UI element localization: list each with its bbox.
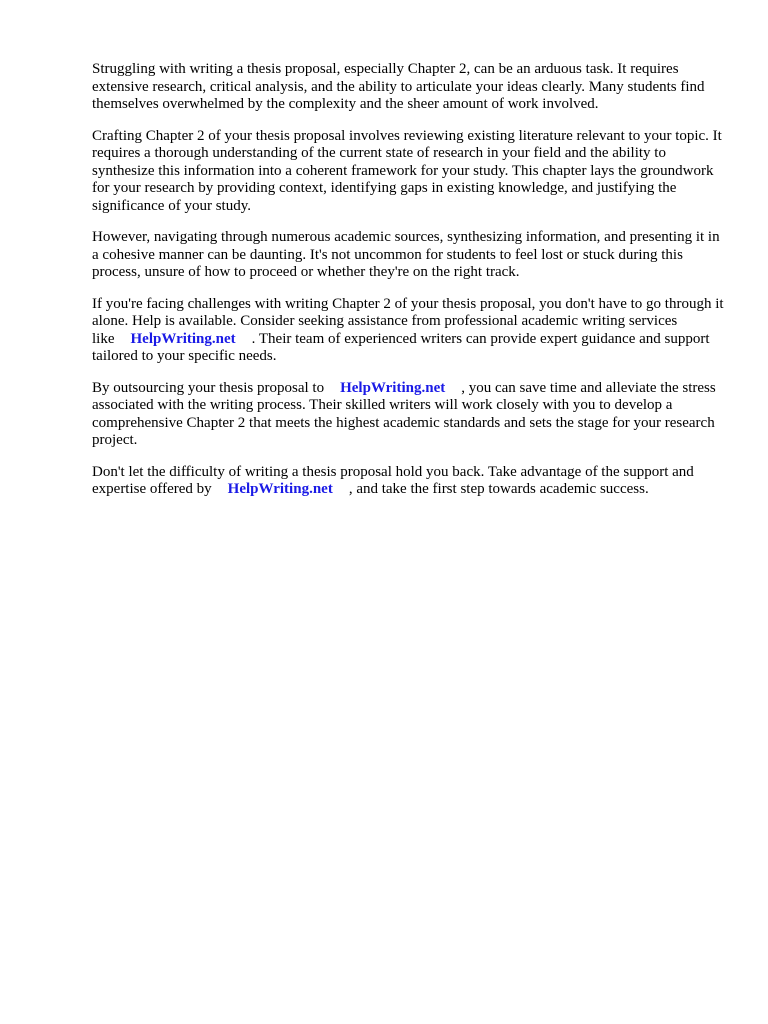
paragraph-chapter-two: Crafting Chapter 2 of your thesis proposal involves reviewing existing literature relevant to your topic. It requires a thorough understanding of the current state of research in your field and the ability to synthesize this information into a coherent framework for your study. This chapter lays the groundwork for your research by providing context, identifying gaps in existing knowledge, and justifying the significance of your study. xyxy=(92,127,722,214)
paragraph-outsourcing-text-after: , you can save time and alleviate the stress associated with the writing process. Their skilled writers will work closely with you to develop a comprehensive Chapter 2 that meets the highest academic standards and sets the stage for your research project. xyxy=(92,379,716,448)
paragraph-help xyxy=(92,296,728,366)
paragraph-outsourcing-text-before: By outsourcing your thesis proposal to xyxy=(92,379,325,396)
paragraph-closing-text-before: Don't let the difficulty of writing a thesis proposal hold you back. Take advantage of the support and expertise offered by xyxy=(92,463,694,497)
document-body xyxy=(92,61,728,513)
helpwriting-link[interactable]: HelpWriting.net xyxy=(340,379,446,396)
paragraph-intro: Struggling with writing a thesis proposal, especially Chapter 2, can be an arduous task. It requires extensive research, critical analysis, and the ability to articulate your ideas clearly. Many students find themselves overwhelmed by the complexity and the sheer amount of work involved. xyxy=(92,61,705,112)
helpwriting-link[interactable]: HelpWriting.net xyxy=(130,330,236,347)
paragraph-closing-text-after: , and take the first step towards academic success. xyxy=(348,481,649,497)
paragraph-closing xyxy=(92,464,728,499)
paragraph-help-text-after: . Their team of experienced writers can provide expert guidance and support tailored to your specific needs. xyxy=(92,330,710,364)
paragraph-help-text-before: If you're facing challenges with writing Chapter 2 of your thesis proposal, you don't have to go through it alone. Help is available. Consider seeking assistance from professional academic writing services like xyxy=(92,295,724,347)
paragraph-outsourcing xyxy=(92,380,728,450)
helpwriting-link[interactable]: HelpWriting.net xyxy=(227,481,333,497)
paragraph-challenges: However, navigating through numerous academic sources, synthesizing information, and presenting it in a cohesive manner can be daunting. It's not uncommon for students to feel lost or stuck during this process, unsure of how to proceed or whether they're on the right track. xyxy=(92,229,720,280)
